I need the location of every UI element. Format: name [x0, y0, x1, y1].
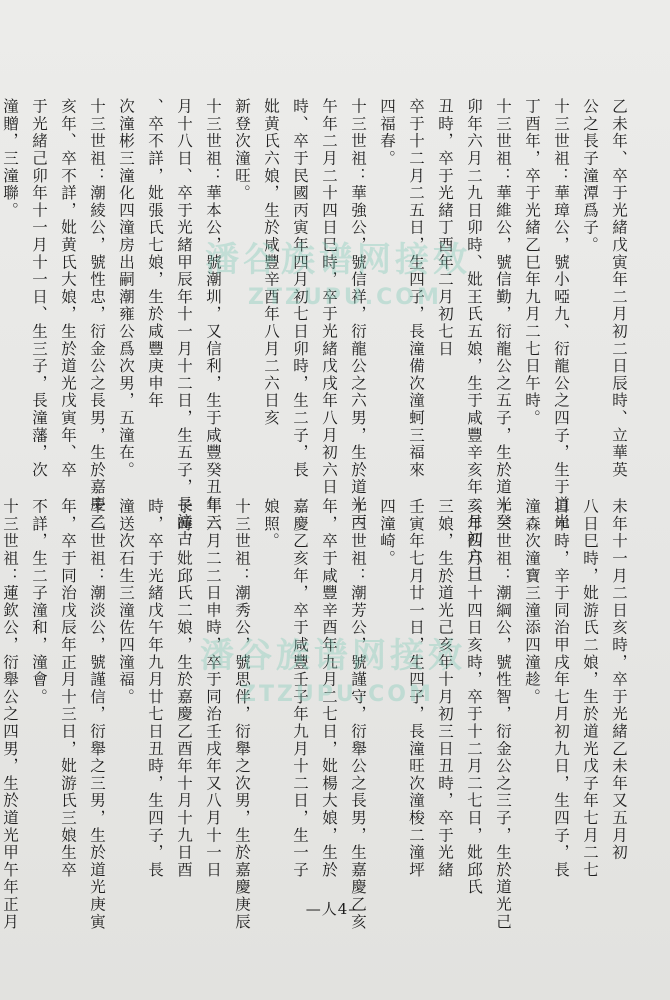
text-column: 未年十一月二日亥時，卒于光緒乙未年又五月初: [610, 498, 628, 862]
text-column: 亥年、卒不詳，妣黄氏大娘，生於道光戊寅年、卒: [59, 98, 77, 479]
text-column: 潼贈，三潼聯。: [1, 98, 19, 220]
text-column: 十三世祖：潮秀公，號思伴，衍舉之次男，生於嘉慶庚辰: [233, 498, 251, 931]
text-column: 十三世祖：潮芳公，號謹守，衍舉公之長男，生嘉慶乙亥: [349, 498, 367, 931]
text-column: 時、卒于民國丙寅年四月初七日卯時，生二子，長: [291, 98, 309, 479]
text-column: 午年二月二十四日巳時，卒于光緒戊戌年八月初六日: [320, 98, 338, 496]
text-column: 十三世祖：潮淡公，號謹信，衍舉之三男，生於道光庚寅: [88, 498, 106, 931]
text-column: 娘照。: [262, 498, 280, 550]
page-number: —人4—: [305, 900, 365, 918]
text-column: 十三世祖：華維公，號信勤，衍龍公之五子，生於道光癸: [494, 98, 512, 531]
watermark-url: ZTZUPU.COM: [248, 285, 442, 310]
text-column: 十三世祖：華本公，號潮圳，又信利，生于咸豐癸丑年三: [204, 98, 222, 531]
text-column: 日申時，辛于同治甲戌年七月初九日，生四子，長: [552, 498, 570, 879]
text-column: 丁酉年，卒于光緒乙巳年九月二七日午時。: [523, 98, 541, 427]
text-column: 十三世祖：潮綾公，號性忠，衍金公之長男，生於嘉慶乙: [88, 98, 106, 531]
text-column: 丑時，卒于光緒丁酉年二月初七日: [436, 98, 454, 358]
text-column: 四福春。: [378, 98, 396, 168]
text-column: 四潼崎。: [378, 498, 396, 568]
text-column: 新登次潼旺。: [233, 98, 251, 202]
text-column: 年六月二二日申時，卒于同治壬戌年又八月十一日: [204, 498, 222, 879]
text-column: 月十八日、卒于光緒甲辰年十一月十二日，生五子，長潼古: [175, 98, 193, 548]
text-column: 公之長子潼潭爲子。: [581, 98, 599, 254]
text-column: 壬寅年七月廿一日，生四子，長潼旺次潼梭二潼坪: [407, 498, 425, 879]
text-column: 年，卒于咸豐辛酉年九月二七日，妣楊大娘，生於: [320, 498, 338, 879]
text-column: 八日巳時，妣游氏二娘，生於道光戊子年七月二七: [581, 498, 599, 879]
text-column: 次潼彬三潼化四潼房出嗣潮雍公爲次男，五潼在。: [117, 98, 135, 479]
text-column: 于光緒己卯年十一月十一日、生三子，長潼藩，次: [30, 98, 48, 479]
text-column: 十三世祖：蓮欽公，衍舉公之四男，生於道光甲午年正月: [1, 498, 19, 931]
text-column: 年，卒于同治戊辰年正月十三日，妣游氏三娘生卒: [59, 498, 77, 879]
text-column: 亥年四月二十四日亥時，卒于十二月二七日，妣邱氏: [465, 498, 483, 896]
text-column: 乙未年、卒于光緒戊寅年二月初二日辰時、立華英: [610, 98, 628, 479]
text-column: 三娘，生於道光己亥年十月初三日丑時，卒于光緒: [436, 498, 454, 879]
text-column: 不詳，生二子潼和，潼會。: [30, 498, 48, 706]
watermark-url-lower: ZTZUPU.COM: [240, 682, 434, 707]
text-column: 卯年六月二九日卯時、妣王氏五娘，生于咸豐辛亥年二月初六日: [465, 98, 483, 583]
text-column: 潼森次潼寶三潼添四潼趁。: [523, 498, 541, 706]
text-column: 十三世祖：潮綱公，號性智，衍金公之三子，生於道光己: [494, 498, 512, 931]
text-column: 子時，妣邱氏二娘，生於嘉慶乙酉年十月十九日酉: [175, 498, 193, 879]
text-column: 潼送次石生三潼佐四潼福。: [117, 498, 135, 706]
text-column: 妣黄氏六娘，生於咸豐辛酉年八月二六日亥: [262, 98, 280, 427]
text-column: 時，卒于光緒戊午年九月廿七日丑時，生四子，長: [146, 498, 164, 879]
bottom-text-block: [0, 498, 626, 931]
text-column: 卒于十二月二五日，生四子，長潼備次潼蚵三福來: [407, 98, 425, 479]
text-column: 十三世祖：華璋公，號小啞九、衍龍公之四子，生于道光: [552, 98, 570, 531]
text-column: 嘉慶乙亥年，卒于咸豐壬子年九月十二日，生一子: [291, 498, 309, 879]
watermark-text: 潘谷族谱网接效: [205, 240, 471, 280]
watermark-text-lower: 潘谷族谱网接效: [200, 636, 466, 676]
text-column: 十三世祖：華強公，號信祥，衍龍公之六男，生於道光丙: [349, 98, 367, 531]
text-column: 、卒不詳，妣張氏七娘，生於咸豐庚申年: [146, 98, 164, 410]
